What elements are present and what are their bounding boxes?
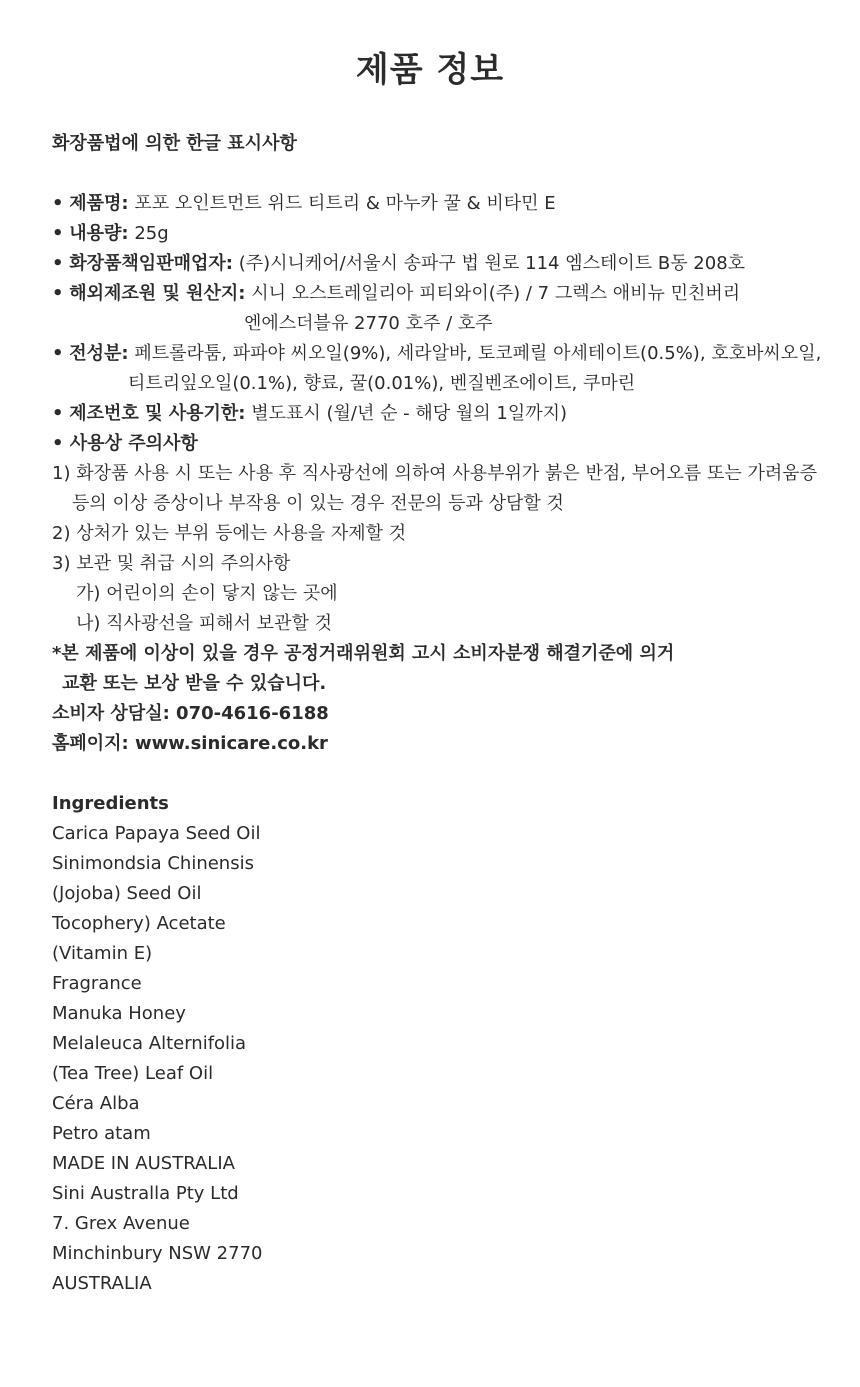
ingredients-kr-value-continued: 티트리잎오일(0.1%), 향료, 꿀(0.01%), 벤질벤조에이트, 쿠마린 [128, 373, 636, 394]
ingredient-line: Carica Papaya Seed Oil [52, 823, 261, 844]
address-line: Minchinbury NSW 2770 [52, 1243, 263, 1264]
precautions-heading-text: 사용상 주의사항 [69, 433, 198, 454]
lot-expiry-label: 제조번호 및 사용기한: [69, 403, 246, 424]
seller-label: 화장품책임판매업자: [69, 253, 233, 274]
origin-line: MADE IN AUSTRALIA [52, 1153, 235, 1174]
ingredient-line: (Tea Tree) Leaf Oil [52, 1063, 214, 1084]
manufacturer-value: 시니 오스트레일리아 피티와이(주) / 7 그렉스 애비뉴 민친버리 [251, 283, 741, 304]
manufacturer-value-continued: 엔에스더블유 2770 호주 / 호주 [244, 313, 493, 334]
precaution-item-1: 1) 화장품 사용 시 또는 사용 후 직사광선에 의하여 사용부위가 붉은 반점, 부어오름 또는 가려움증 [52, 463, 818, 484]
ingredients-kr-row [52, 339, 842, 369]
page-title: 제품 정보 [355, 50, 505, 90]
ingredients-kr-value: 페트롤라툼, 파파야 씨오일(9%), 세라알바, 토코페릴 아세테이트(0.5%), 호호바씨오일, [134, 343, 822, 364]
consumer-center-phone: 소비자 상담실: 070-4616-6188 [52, 703, 329, 724]
consumer-notice: *본 제품에 이상이 있을 경우 공정거래위원회 고시 소비자분쟁 해결기준에 의거 [52, 643, 675, 664]
bullet: • [52, 343, 64, 364]
precaution-item-2: 2) 상처가 있는 부위 등에는 사용을 자제할 것 [52, 523, 407, 544]
seller-value: (주)시니케어/서울시 송파구 법 원로 114 엠스테이트 B동 208호 [238, 253, 746, 274]
korean-label-heading: 화장품법에 의한 한글 표시사항 [52, 133, 297, 154]
homepage-url: 홈페이지: www.sinicare.co.kr [52, 733, 328, 754]
product-name-label: 제품명: [69, 193, 129, 214]
volume-row [52, 219, 842, 249]
bullet: • [52, 403, 64, 424]
address-line: 7. Grex Avenue [52, 1213, 190, 1234]
spacer [52, 159, 842, 189]
ingredient-line: Manuka Honey [52, 1003, 186, 1024]
consumer-notice-continued: 교환 또는 보상 받을 수 있습니다. [62, 673, 327, 694]
ingredient-line: Petro atam [52, 1123, 151, 1144]
product-name-row [52, 189, 842, 219]
precaution-item-3: 3) 보관 및 취급 시의 주의사항 [52, 553, 291, 574]
manufacturer-row [52, 279, 842, 309]
ingredient-line: Melaleuca Alternifolia [52, 1033, 247, 1054]
ingredient-line: Tocophery) Acetate [52, 913, 226, 934]
spacer [52, 759, 842, 789]
ingredient-line: (Vitamin E) [52, 943, 153, 964]
ingredient-line: Sinimondsia Chinensis [52, 853, 254, 874]
seller-row [52, 249, 842, 279]
bullet: • [52, 253, 64, 274]
precaution-item-1-continued: 등의 이상 증상이나 부작용 이 있는 경우 전문의 등과 상담할 것 [72, 493, 564, 514]
bullet: • [52, 283, 64, 304]
bullet: • [52, 193, 64, 214]
precaution-item-3b: 나) 직사광선을 피해서 보관할 것 [76, 613, 332, 634]
precaution-item-3a: 가) 어린이의 손이 닿지 않는 곳에 [76, 583, 338, 604]
ingredient-line: Céra Alba [52, 1093, 140, 1114]
volume-label: 내용량: [69, 223, 129, 244]
ingredient-line: Fragrance [52, 973, 142, 994]
ingredients-kr-label: 전성분: [69, 343, 129, 364]
company-line: Sini Australla Pty Ltd [52, 1183, 239, 1204]
volume-value: 25g [134, 223, 169, 244]
ingredients-en-heading: Ingredients [52, 793, 169, 814]
country-line: AUSTRALIA [52, 1273, 152, 1294]
product-info-content [52, 129, 842, 1299]
precautions-heading [52, 429, 842, 459]
ingredients-en-list [52, 819, 842, 1299]
manufacturer-label: 해외제조원 및 원산지: [69, 283, 246, 304]
ingredient-line: (Jojoba) Seed Oil [52, 883, 202, 904]
lot-expiry-row [52, 399, 842, 429]
lot-expiry-value: 별도표시 (월/년 순 - 해당 월의 1일까지) [251, 403, 568, 424]
bullet: • [52, 223, 64, 244]
bullet: • [52, 433, 64, 454]
product-name-value: 포포 오인트먼트 위드 티트리 & 마누카 꿀 & 비타민 E [134, 193, 556, 214]
